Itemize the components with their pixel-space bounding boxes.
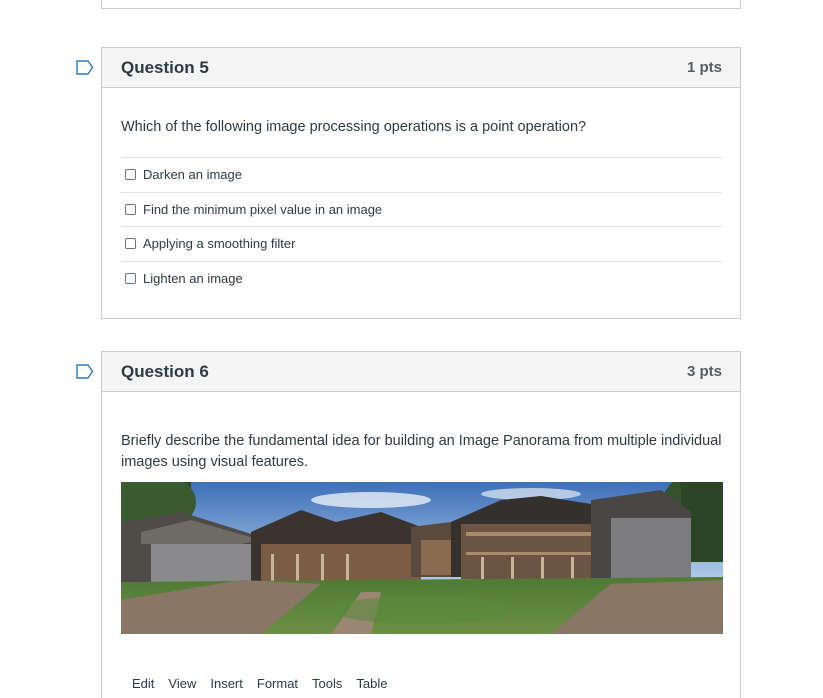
answer-option[interactable] — [121, 158, 722, 193]
menu-tools[interactable]: Tools — [312, 676, 343, 691]
previous-question-card — [101, 0, 741, 9]
menu-table[interactable]: Table — [356, 676, 388, 691]
menu-format[interactable]: Format — [256, 676, 299, 691]
flag-question-5-icon[interactable] — [76, 60, 94, 75]
menu-insert[interactable]: Insert — [210, 676, 243, 691]
panorama-image — [121, 482, 723, 634]
question-5-card — [101, 47, 741, 319]
question-6-card — [101, 351, 741, 698]
checkbox-icon[interactable] — [125, 273, 136, 284]
answer-label: Darken an image — [143, 167, 242, 183]
question-6-header — [102, 352, 740, 392]
menu-edit[interactable]: Edit — [132, 676, 155, 691]
flag-question-6-icon[interactable] — [76, 364, 94, 379]
checkbox-icon[interactable] — [125, 238, 136, 249]
editor-menubar — [121, 676, 722, 691]
answer-option[interactable] — [121, 193, 722, 228]
question-5-header — [102, 48, 740, 88]
checkbox-icon[interactable] — [125, 204, 136, 215]
answer-option[interactable] — [121, 227, 722, 262]
answer-label: Find the minimum pixel value in an image — [143, 201, 383, 217]
question-title: Question 6 — [121, 361, 209, 381]
question-points: 1 pts — [686, 59, 722, 76]
answer-list — [121, 157, 722, 296]
answer-label: Applying a smoothing filter — [143, 236, 296, 252]
question-text: Which of the following image processing operations is a point operation? — [121, 119, 587, 135]
checkbox-icon[interactable] — [125, 169, 136, 180]
question-text: Briefly describe the fundamental idea for building an Image Panorama from multiple individual images using visual features. — [121, 433, 722, 470]
menu-view[interactable]: View — [168, 676, 197, 691]
answer-label: Lighten an image — [143, 271, 243, 287]
question-title: Question 5 — [121, 57, 209, 77]
question-points: 3 pts — [686, 363, 722, 380]
answer-option[interactable] — [121, 262, 722, 297]
